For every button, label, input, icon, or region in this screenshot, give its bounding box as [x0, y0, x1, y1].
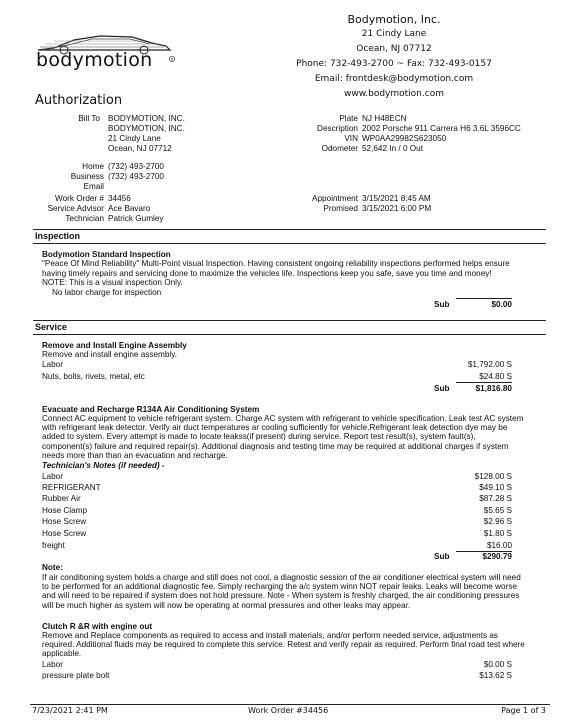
line-item-amount: $49.10 S — [479, 483, 512, 492]
line-item-amount: $1.80 S — [483, 529, 512, 538]
section-heading-service: Service — [35, 322, 68, 332]
company-email: Email: frontdesk@bodymotion.com — [314, 74, 474, 84]
company-phone-fax: Phone: 732-493-2700 ~ Fax: 732-493-0157 — [296, 59, 492, 69]
home-label: Home — [82, 162, 104, 171]
ac-note-label: Note: — [42, 563, 63, 572]
inspection-desc-line: having timely repairs and servicing done to maximize the vehicles life. Inspections keep you safe, save you time and money! — [42, 268, 492, 278]
no-labor-note: No labor charge for inspection — [52, 287, 162, 297]
line-item — [42, 660, 512, 669]
bill-to-line: 21 Cindy Lane — [108, 134, 161, 143]
logo-text: bodymotion — [36, 49, 153, 70]
appointment-label: Appointment — [312, 194, 358, 203]
appointment-values — [362, 194, 431, 214]
ac-note-line: will be much higher as system will now be operating at normal pressures and other leaks may appear. — [42, 600, 411, 610]
line-item — [42, 517, 512, 526]
line-item — [42, 529, 512, 538]
work-order-number: 34456 — [108, 194, 131, 203]
company-name: Bodymotion, Inc. — [347, 13, 441, 26]
vehicle-description: 2002 Porsche 911 Carrera H6 3.6L 3596CC — [362, 124, 521, 133]
line-item-label: Rubber Air — [42, 494, 81, 503]
home-phone: (732) 493-2700 — [108, 162, 164, 171]
line-item-label: Labor — [42, 472, 63, 481]
service-advisor: Ace Bavaro — [108, 204, 151, 213]
bill-to-label: Bill To — [78, 114, 100, 123]
bill-to-line: BODYMOTION, INC. — [108, 114, 185, 123]
line-item-amount: $1,792.00 S — [467, 360, 512, 369]
line-item — [42, 360, 512, 369]
ac-item-title: Evacuate and Recharge R134A Air Conditioning System — [42, 405, 260, 414]
company-logo — [34, 28, 184, 70]
inspection-description — [42, 259, 526, 297]
advisor-label: Service Advisor — [47, 204, 104, 213]
company-city: Ocean, NJ 07712 — [356, 44, 432, 54]
line-item-amount: $128.00 S — [474, 472, 512, 481]
ac-desc-line: component(s) failure and required repair(s). Additional diagnosis and testing time may be required at additional charges if system — [42, 441, 509, 451]
line-item-amount: $5.65 S — [483, 506, 512, 515]
section-divider — [33, 243, 546, 244]
odometer: 52,642 In / 0 Out — [362, 144, 423, 153]
line-item — [42, 372, 512, 381]
line-item-label: Hose Screw — [42, 529, 87, 538]
line-item — [42, 541, 512, 550]
ac-note-line: to be performed for an additional diagnostic fee. Simply recharging the a/c system winn NOT repair leaks. Leaks will become worse — [42, 582, 517, 592]
ac-desc-line: Connect AC equipment to vehicle refrigerant system. Charge AC system with refrigerant to vehicle specification. Leak test AC system — [42, 414, 524, 423]
subtotal-label: Sub — [434, 384, 450, 393]
work-order-label: Work Order # — [55, 194, 104, 203]
email-label: Email — [83, 182, 104, 191]
vin: WP0AA29982S623050 — [362, 134, 447, 143]
section-divider — [33, 320, 546, 321]
line-item-label: pressure plate bolt — [42, 671, 110, 680]
vin-label: VIN — [344, 134, 358, 143]
engine-item-title: Remove and Install Engine Assembly — [42, 341, 187, 350]
car-logo-icon — [34, 28, 184, 70]
line-item-amount: $0.00 S — [483, 660, 512, 669]
inspection-note: NOTE: This is a visual inspection Only. — [42, 278, 183, 287]
promised-label: Promised — [323, 204, 358, 213]
subtotal-label: Sub — [434, 552, 450, 561]
clutch-description — [42, 631, 526, 659]
line-item — [42, 506, 512, 515]
footer-divider — [30, 704, 550, 705]
promised-time: 3/15/2021 6:00 PM — [362, 204, 432, 213]
inspection-subtotal: $0.00 — [491, 300, 512, 309]
vehicle-labels — [280, 114, 358, 154]
bill-to-line: BODYMOTION, INC. — [108, 124, 185, 133]
business-label: Business — [70, 172, 104, 181]
svg-text:R: R — [170, 57, 174, 62]
appointment-time: 3/15/2021 8:45 AM — [362, 194, 431, 203]
line-item-amount: $87.28 S — [479, 494, 512, 503]
line-item-label: freight — [42, 541, 65, 550]
inspection-desc-line: "Peace Of Mind Reliability" Multi-Point visual Inspection. Having consistent ongoing reliability inspections performed helps ensure — [42, 259, 510, 268]
footer-datetime: 7/23/2021 2:41 PM — [32, 706, 108, 715]
line-item-label: Labor — [42, 660, 63, 669]
ac-note-line: and will need to be repaired if system does not hold pressure. Note - When system is freshly charged, the air conditioning pressures — [42, 591, 520, 601]
line-item-label: Nuts, bolts, rivets, metal, etc — [42, 372, 145, 381]
subtotal-rule — [456, 382, 512, 383]
plate: NJ H48ECN — [362, 114, 407, 123]
line-item-amount: $16.00 — [486, 541, 512, 550]
line-item-label: Labor — [42, 360, 63, 369]
contact-values — [108, 162, 164, 192]
engine-description: Remove and install engine assembly. — [42, 350, 178, 359]
line-item-label: Hose Screw — [42, 517, 87, 526]
line-item-amount: $13.62 S — [479, 671, 512, 680]
line-item-label: Hose Clamp — [42, 506, 88, 515]
footer-work-order: Work Order #34456 — [248, 706, 329, 715]
ac-description — [42, 414, 526, 460]
line-item-amount: $24.80 S — [479, 372, 512, 381]
description-label: Description — [317, 124, 358, 133]
clutch-item-title: Clutch R &R with engine out — [42, 622, 153, 631]
order-values — [108, 194, 164, 224]
section-divider — [33, 334, 546, 335]
ac-desc-line: needs more than than an evacuation and recharge. — [42, 450, 228, 460]
technician: Patrick Gumley — [108, 214, 164, 223]
footer-page-number: Page 1 of 3 — [501, 706, 546, 715]
line-item-label: REFRIGERANT — [42, 483, 101, 492]
company-street: 21 Cindy Lane — [361, 29, 427, 39]
section-divider — [33, 229, 546, 230]
inspection-item-title: Bodymotion Standard Inspection — [42, 250, 171, 259]
ac-desc-line: with refrigerant leak detector. Verify air duct temperatures ar cooling sufficiently for vehicle.Refrigerant leak detection dye may be — [42, 423, 508, 433]
ac-note-line: If air conditioning system holds a charge and still does not cool, a diagnostic session of the air conditioner electrical system will need — [42, 573, 521, 582]
line-item — [42, 494, 512, 503]
odometer-label: Odometer — [321, 144, 358, 153]
technician-notes-label: Technician's Notes (if needed) - — [42, 461, 165, 470]
business-phone: (732) 493-2700 — [108, 172, 164, 181]
clutch-desc-line: Remove and Replace components as required to access and install materials, and/or perform needed service, adjustments as — [42, 631, 499, 640]
ac-note — [42, 573, 526, 610]
vehicle-values — [362, 114, 521, 154]
ac-subtotal: $290.79 — [482, 552, 512, 561]
line-item — [42, 483, 512, 492]
line-item-amount: $2.96 S — [483, 517, 512, 526]
ac-desc-line: added to system. Every attempt is made to locate leakss(if present) during service. Report test result(s), system fault(s), — [42, 432, 476, 442]
subtotal-rule — [456, 298, 512, 299]
subtotal-label: Sub — [434, 300, 450, 309]
technician-label: Technician — [65, 214, 104, 223]
company-website: www.bodymotion.com — [344, 89, 444, 99]
plate-label: Plate — [339, 114, 358, 123]
section-heading-inspection: Inspection — [35, 231, 81, 241]
appointment-labels — [280, 194, 358, 214]
engine-subtotal: $1,816.80 — [475, 384, 512, 393]
company-header — [296, 12, 492, 102]
line-item — [42, 671, 512, 680]
order-labels — [20, 194, 104, 224]
customer-email — [108, 182, 164, 192]
bill-to-block — [108, 114, 185, 154]
bill-to-line: Ocean, NJ 07712 — [108, 144, 172, 153]
contact-labels — [40, 162, 104, 192]
doc-title: Authorization — [35, 93, 123, 108]
clutch-desc-line: applicable. — [42, 649, 82, 659]
line-item — [42, 472, 512, 481]
clutch-desc-line: required. Additional fluids may be required to complete this service. Retest and verify repair as required. Perform final road test where — [42, 640, 525, 650]
